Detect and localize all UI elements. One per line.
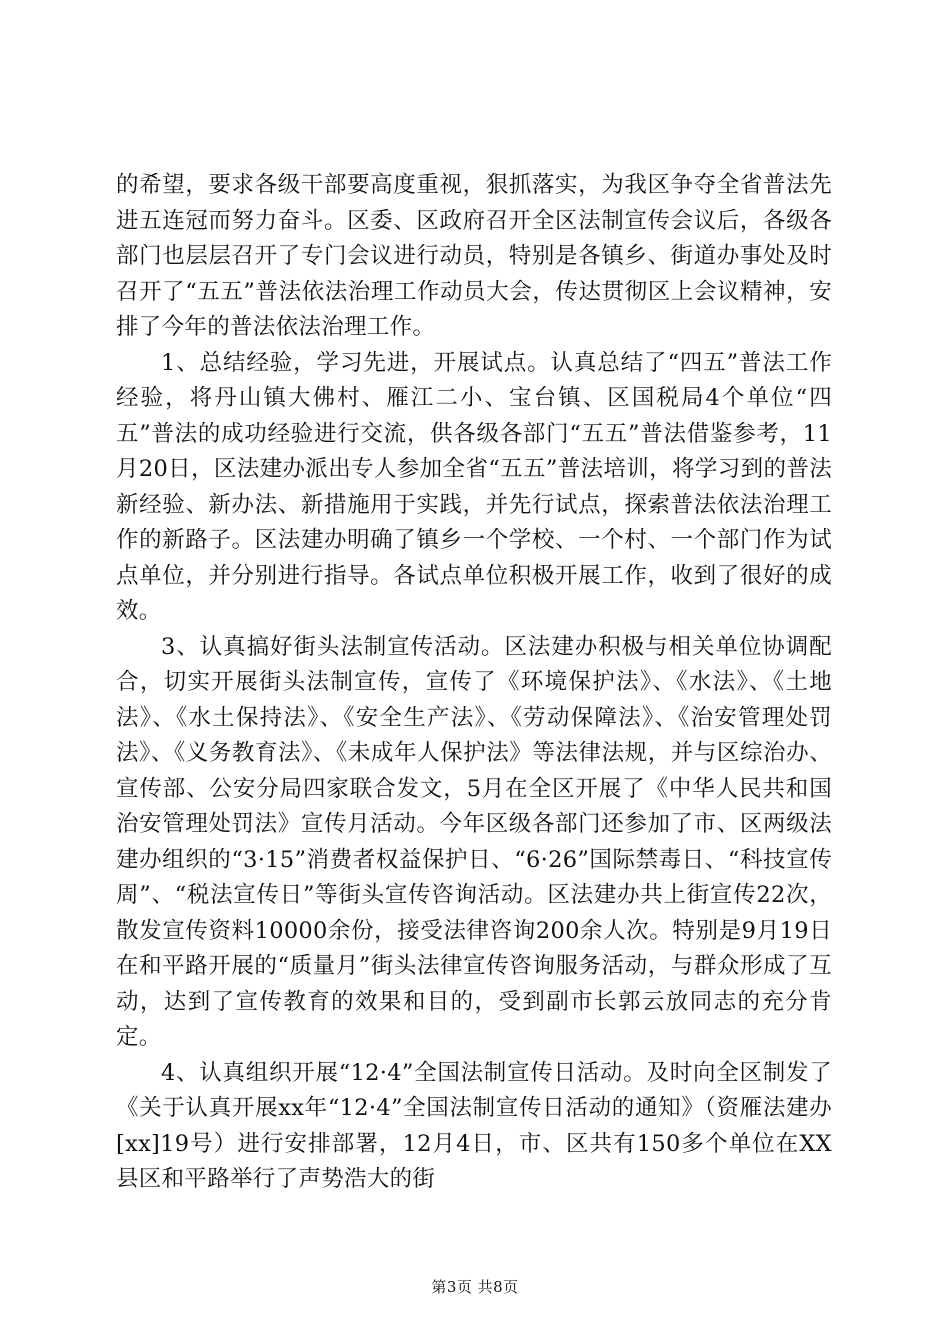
page-number-footer: 第3页 共8页 <box>431 1278 519 1296</box>
paragraph-1: 的希望，要求各级干部要高度重视，狠抓落实，为我区争夺全省普法先进五连冠而努力奋斗。区委、区政府召开全区法制宣传会议后，各级各部门也层层召开了专门会议进行动员，特别是各镇乡、街道办事处及时召开了“五五”普法依法治理工作动员大会，传达贯彻区上会议精神，安排了今年的普法依法治理工作。 <box>116 172 832 340</box>
paragraph-2: 1、总结经验，学习先进，开展试点。认真总结了“四五”普法工作经验，将丹山镇大佛村、雁江二小、宝台镇、区国税局4个单位“四五”普法的成功经验进行交流，供各级各部门“五五”普法借鉴参考，11月20日，区法建办派出专人参加全省“五五”普法培训，将学习到的普法新经验、新办法、新措施用于实践，并先行试点，探索普法依法治理工作的新路子。区法建办明确了镇乡一个学校、一个村、一个部门作为试点单位，并分别进行指导。各试点单位积极开展工作，收到了很好的成效。 <box>116 349 832 624</box>
paragraph-4: 4、认真组织开展“12·4”全国法制宣传日活动。及时向全区制发了《关于认真开展xx年“12·4”全国法制宣传日活动的通知》（资雁法建办[xx]19号）进行安排部署，12月4日，市、区共有150多个单位在XX县区和平路举行了声势浩大的街 <box>116 1059 832 1192</box>
document-body <box>116 168 832 1198</box>
paragraph-3: 3、认真搞好街头法制宣传活动。区法建办积极与相关单位协调配合，切实开展街头法制宣传，宣传了《环境保护法》、《水法》、《土地法》、《水土保持法》、《安全生产法》、《劳动保障法》、《治安管理处罚法》、《义务教育法》、《未成年人保护法》等法律法规，并与区综治办、宣传部、公安分局四家联合发文，5月在全区开展了《中华人民共和国治安管理处罚法》宣传月活动。今年区级各部门还参加了市、区两级法建办组织的“3·15”消费者权益保护日、“6·26”国际禁毒日、“科技宣传周”、“税法宣传日”等街头宣传咨询活动。区法建办共上街宣传22次，散发宣传资料10000余份，接受法律咨询200余人次。特别是9月19日在和平路开展的“质量月”街头法律宣传咨询服务活动，与群众形成了互动，达到了宣传教育的效果和目的，受到副市长郭云放同志的充分肯定。 <box>116 633 832 1050</box>
